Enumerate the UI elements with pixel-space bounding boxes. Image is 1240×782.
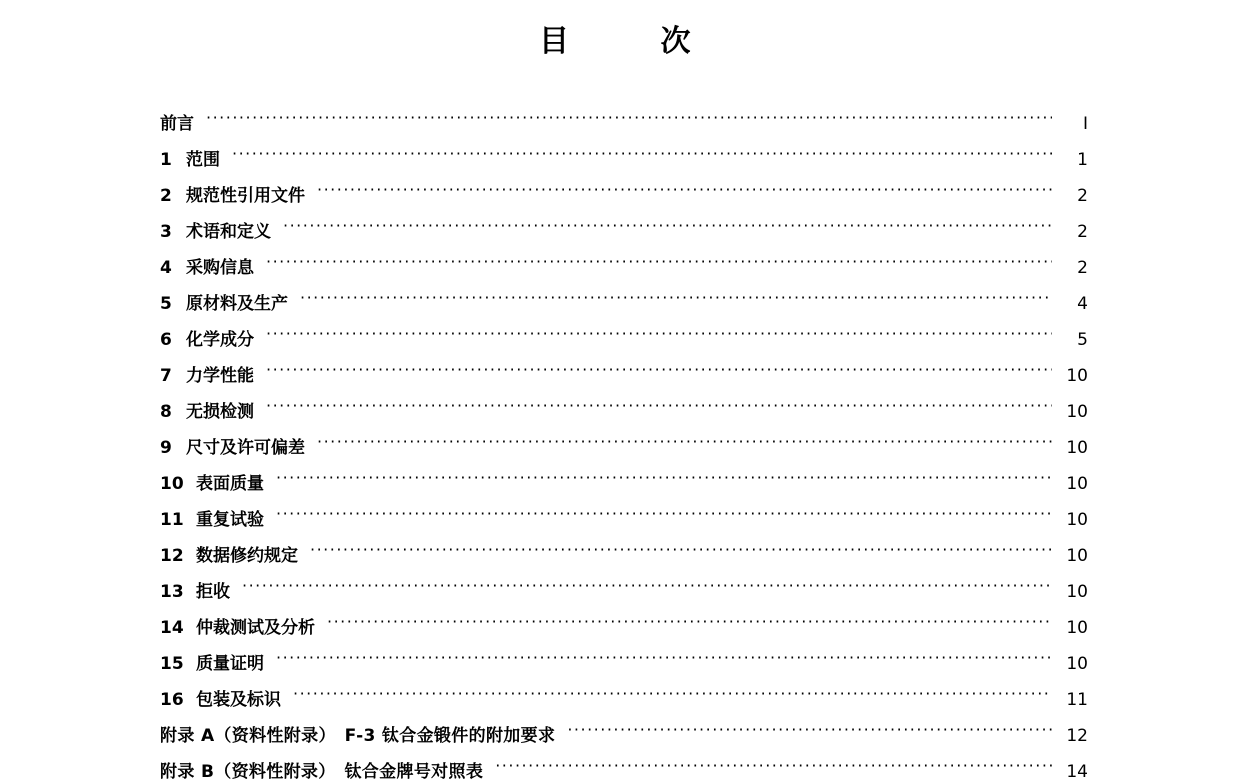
toc-entry-number: 15	[160, 654, 184, 674]
toc-leader-dots	[266, 256, 1052, 273]
toc-entry-page: 2	[1077, 258, 1088, 278]
toc-leader-dots	[300, 292, 1052, 309]
toc-leader-dots	[276, 652, 1052, 669]
toc-entry-4[interactable]	[160, 256, 1088, 277]
toc-entry-page: 10	[1066, 654, 1088, 674]
toc-entry-page: 4	[1077, 294, 1088, 314]
toc-entry-label: 拒收	[196, 582, 230, 602]
toc-entry-11[interactable]	[160, 508, 1088, 529]
toc-entry-label: 仲裁测试及分析	[196, 618, 315, 638]
toc-entry-page: Ⅰ	[1082, 114, 1088, 134]
toc-entry-number: 16	[160, 690, 184, 710]
toc-entry-page: 10	[1066, 402, 1088, 422]
toc-entry-3[interactable]	[160, 220, 1088, 241]
toc-entry-page: 10	[1066, 474, 1088, 494]
toc-entry-10[interactable]	[160, 472, 1088, 493]
toc-leader-dots	[317, 184, 1052, 201]
toc-entry-number: 13	[160, 582, 184, 602]
toc-entry-page: 2	[1077, 222, 1088, 242]
toc-entry-annex-a[interactable]	[160, 724, 1088, 745]
toc-entry-page: 1	[1077, 150, 1088, 170]
toc-entry-number: 6	[160, 330, 172, 350]
toc-entry-label: 表面质量	[196, 474, 264, 494]
toc-entry-2[interactable]	[160, 184, 1088, 205]
toc-entry-number: 5	[160, 294, 172, 314]
toc-leader-dots	[283, 220, 1052, 237]
toc-leader-dots	[317, 436, 1052, 453]
document-page	[0, 10, 1240, 782]
toc-leader-dots	[232, 148, 1052, 165]
toc-entry-page: 5	[1077, 330, 1088, 350]
toc-entry-label: 尺寸及许可偏差	[186, 438, 305, 458]
toc-leader-dots	[567, 724, 1052, 741]
toc-entry-number: 12	[160, 546, 184, 566]
toc-entry-number: 2	[160, 186, 172, 206]
toc-entry-page: 10	[1066, 366, 1088, 386]
toc-entry-label: 化学成分	[186, 330, 254, 350]
toc-entry-annex-b[interactable]	[160, 760, 1088, 781]
toc-entry-8[interactable]	[160, 400, 1088, 421]
toc-entry-15[interactable]	[160, 652, 1088, 673]
toc-entry-12[interactable]	[160, 544, 1088, 565]
toc-entry-label: 前言	[160, 114, 194, 134]
toc-leader-dots	[266, 328, 1052, 345]
toc-entry-number: 11	[160, 510, 184, 530]
toc-entry-number: 8	[160, 402, 172, 422]
toc-entry-number: 4	[160, 258, 172, 278]
toc-leader-dots	[266, 364, 1052, 381]
toc-leader-dots	[206, 112, 1052, 129]
toc-leader-dots	[495, 760, 1052, 777]
toc-entry-page: 10	[1066, 582, 1088, 602]
toc-entry-1[interactable]	[160, 148, 1088, 169]
toc-entry-page: 10	[1066, 618, 1088, 638]
toc-entry-7[interactable]	[160, 364, 1088, 385]
table-of-contents	[0, 112, 1240, 781]
toc-entry-13[interactable]	[160, 580, 1088, 601]
toc-entry-number: 10	[160, 474, 184, 494]
toc-entry-5[interactable]	[160, 292, 1088, 313]
toc-leader-dots	[266, 400, 1052, 417]
toc-leader-dots	[327, 616, 1052, 633]
toc-entry-label: 无损检测	[186, 402, 254, 422]
toc-entry-label: 原材料及生产	[186, 294, 288, 314]
toc-entry-label: 采购信息	[186, 258, 254, 278]
toc-entry-page: 10	[1066, 510, 1088, 530]
toc-entry-label: 范围	[186, 150, 220, 170]
toc-leader-dots	[310, 544, 1052, 561]
toc-entry-page: 11	[1066, 690, 1088, 710]
toc-entry-page: 2	[1077, 186, 1088, 206]
toc-leader-dots	[276, 508, 1052, 525]
toc-entry-page: 12	[1066, 726, 1088, 746]
toc-entry-page: 14	[1066, 762, 1088, 782]
toc-entry-number: 14	[160, 618, 184, 638]
toc-leader-dots	[293, 688, 1052, 705]
toc-entry-label: 重复试验	[196, 510, 264, 530]
toc-entry-label: 附录 A（资料性附录） F-3 钛合金锻件的附加要求	[160, 726, 556, 746]
page-title: 目 次	[539, 24, 701, 59]
toc-leader-dots	[276, 472, 1052, 489]
toc-entry-number: 3	[160, 222, 172, 242]
toc-entry-number: 9	[160, 438, 172, 458]
toc-entry-label: 力学性能	[186, 366, 254, 386]
toc-entry-label: 质量证明	[196, 654, 264, 674]
toc-entry-9[interactable]	[160, 436, 1088, 457]
toc-entry-preface[interactable]	[160, 112, 1088, 133]
toc-entry-label: 术语和定义	[186, 222, 271, 242]
toc-entry-6[interactable]	[160, 328, 1088, 349]
toc-entry-label: 附录 B（资料性附录） 钛合金牌号对照表	[160, 762, 484, 782]
toc-entry-page: 10	[1066, 546, 1088, 566]
toc-entry-14[interactable]	[160, 616, 1088, 637]
toc-entry-page: 10	[1066, 438, 1088, 458]
toc-entry-label: 数据修约规定	[196, 546, 298, 566]
toc-entry-16[interactable]	[160, 688, 1088, 709]
toc-entry-number: 1	[160, 150, 172, 170]
toc-leader-dots	[242, 580, 1052, 597]
toc-entry-label: 包装及标识	[196, 690, 281, 710]
toc-entry-label: 规范性引用文件	[186, 186, 305, 206]
toc-entry-number: 7	[160, 366, 172, 386]
